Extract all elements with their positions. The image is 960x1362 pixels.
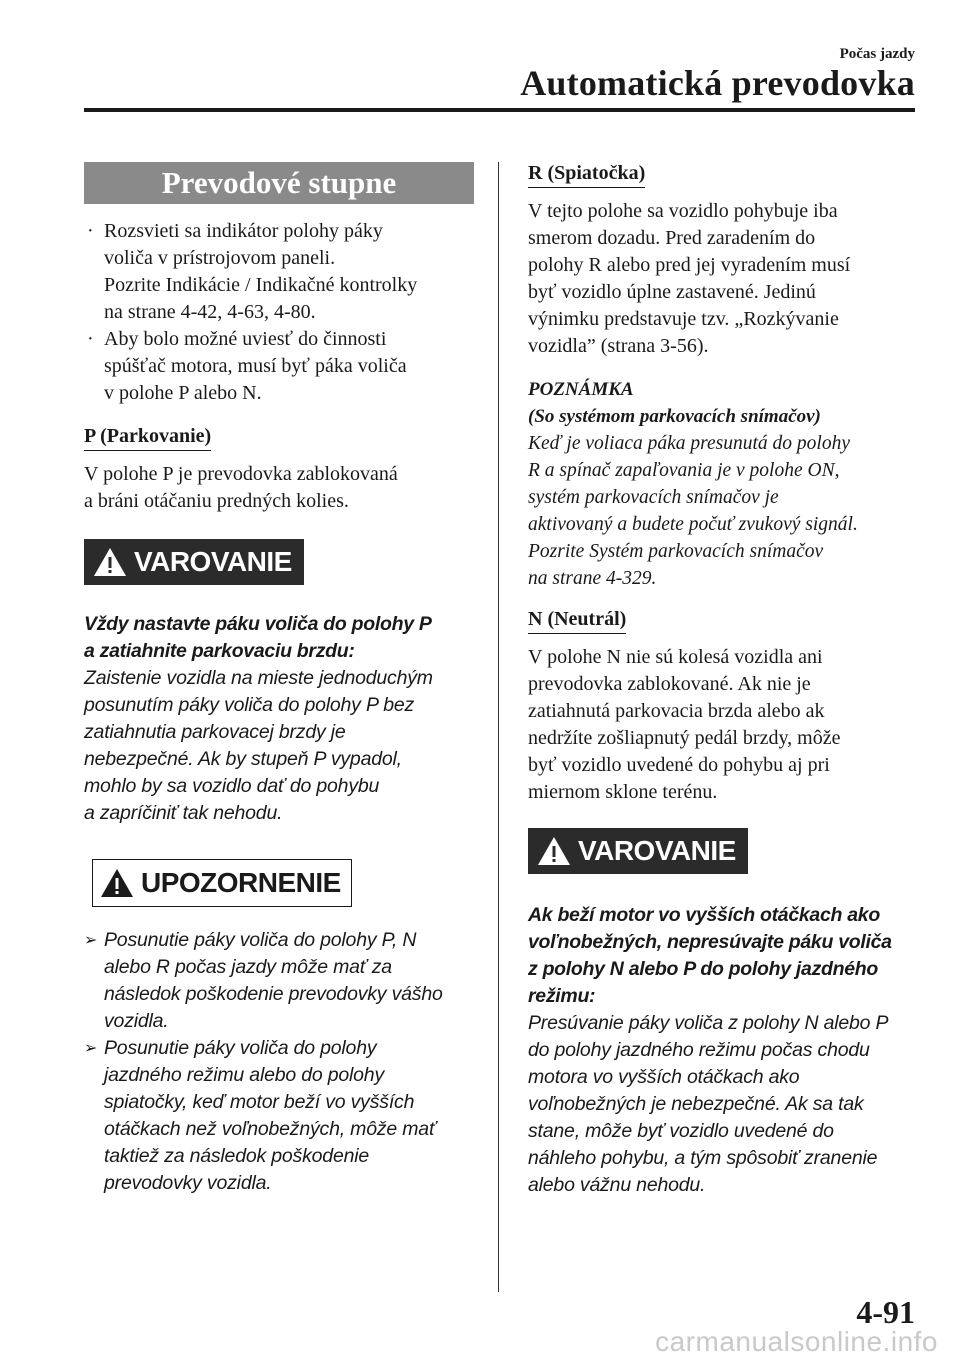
caution-line: spiatočky, keď motor beží vo vyšších xyxy=(104,1091,415,1113)
bullet-line: Aby bolo možné uviesť do činnosti xyxy=(104,328,387,350)
warning-line: voľnobežných je nebezpečné. Ak sa tak xyxy=(528,1093,864,1115)
p-paragraph xyxy=(84,461,474,515)
bullet-dot: · xyxy=(87,328,94,350)
note-line: R a spínač zapaľovania je v polohe ON, xyxy=(528,460,840,481)
warning-line: alebo vážnu nehodu. xyxy=(528,1174,706,1196)
caution-line: alebo R počas jazdy môže mať za xyxy=(104,956,392,978)
paragraph-line: prevodovka zablokované. Ak nie je xyxy=(528,673,811,695)
warning-badge xyxy=(528,828,748,874)
warning-text xyxy=(84,611,474,827)
warning-label: VAROVANIE xyxy=(578,835,736,866)
warning-bold-line: a zatiahnite parkovaciu brzdu: xyxy=(84,640,355,662)
bullet-item xyxy=(84,218,474,326)
paragraph-line: miernom sklone terénu. xyxy=(528,781,718,803)
caution-line: následok poškodenie prevodovky vášho xyxy=(104,983,443,1005)
bullet-dot: · xyxy=(87,220,94,242)
warning-bold-line: voľnobežných, nepresúvajte páku voliča xyxy=(528,931,892,953)
caution-badge xyxy=(92,859,352,907)
warning-line: mohlo by sa vozidlo dať do pohybu xyxy=(84,775,380,797)
warning-text xyxy=(528,902,918,1199)
section-banner: Prevodové stupne xyxy=(84,162,474,204)
right-column xyxy=(528,162,918,1199)
arrow-bullet-icon: ➢ xyxy=(84,1040,98,1057)
note-title: POZNÁMKA xyxy=(528,379,634,400)
paragraph-line: polohy R alebo pred jej vyradením musí xyxy=(528,254,851,276)
bullet-line: v polohe P alebo N. xyxy=(104,382,262,404)
note-line: Pozrite Systém parkovacích snímačov xyxy=(528,541,824,562)
arrow-bullet-icon: ➢ xyxy=(84,932,98,949)
r-paragraph xyxy=(528,198,918,360)
caution-line: jazdného režimu alebo do polohy xyxy=(104,1064,384,1086)
bullet-line: spúšťač motora, musí byť páka voliča xyxy=(104,355,407,377)
page-number: 4-91 xyxy=(856,1294,915,1330)
caution-line: Posunutie páky voliča do polohy P, N xyxy=(104,929,417,951)
caution-label: UPOZORNENIE xyxy=(141,867,341,898)
caution-line: Posunutie páky voliča do polohy xyxy=(104,1037,377,1059)
paragraph-line: zatiahnutá parkovacia brzda alebo ak xyxy=(528,700,825,722)
p-heading: P (Parkovanie) xyxy=(84,425,211,451)
note-line: systém parkovacích snímačov je xyxy=(528,487,779,508)
warning-line: motora vo vyšších otáčkach ako xyxy=(528,1066,800,1088)
caution-line: taktiež za následok poškodenie xyxy=(104,1145,370,1167)
warning-line: posunutím páky voliča do polohy P bez xyxy=(84,694,415,716)
paragraph-line: byť vozidlo uvedené do pohybu aj pri xyxy=(528,754,830,776)
note-subtitle: (So systémom parkovacích snímačov) xyxy=(528,406,821,427)
paragraph-line: vozidla” (strana 3-56). xyxy=(528,335,709,357)
warning-bold-line: z polohy N alebo P do polohy jazdného xyxy=(528,958,879,980)
warning-line: náhleho pohybu, a tým spôsobiť zranenie xyxy=(528,1147,878,1169)
warning-line: Zaistenie vozidla na mieste jednoduchým xyxy=(84,667,433,689)
warning-line: zatiahnutia parkovacej brzdy je xyxy=(84,721,346,743)
paragraph-line: a bráni otáčaniu predných kolies. xyxy=(84,490,349,512)
paragraph-line: V polohe N nie sú kolesá vozidla ani xyxy=(528,646,823,668)
warning-triangle-icon xyxy=(536,835,572,867)
note-line: na strane 4-329. xyxy=(528,568,657,589)
note-line: Keď je voliaca páka presunutá do polohy xyxy=(528,433,850,454)
warning-triangle-icon xyxy=(92,546,128,578)
caution-item xyxy=(84,927,474,1035)
n-paragraph xyxy=(528,644,918,806)
note-line: aktivovaný a budete počuť zvukový signál. xyxy=(528,514,858,535)
column-divider xyxy=(498,162,499,1292)
bullet-line: Rozsvieti sa indikátor polohy páky xyxy=(104,220,383,242)
bullet-line: voliča v prístrojovom paneli. xyxy=(104,247,336,269)
caution-triangle-icon xyxy=(99,867,135,899)
warning-line: a zapríčiniť tak nehodu. xyxy=(84,802,283,824)
n-heading: N (Neutrál) xyxy=(528,608,626,634)
warning-line: stane, môže byť vozidlo uvedené do xyxy=(528,1120,834,1142)
warning-line: nebezpečné. Ak by stupeň P vypadol, xyxy=(84,748,402,770)
paragraph-line: nedržíte zošliapnutý pedál brzdy, môže xyxy=(528,727,841,749)
left-column xyxy=(84,162,474,1197)
running-header-title: Automatická prevodovka xyxy=(520,63,915,103)
intro-bullets xyxy=(84,218,474,407)
paragraph-line: V tejto polohe sa vozidlo pohybuje iba xyxy=(528,200,838,222)
caution-line: vozidla. xyxy=(104,1010,169,1032)
paragraph-line: V polohe P je prevodovka zablokovaná xyxy=(84,463,398,485)
paragraph-line: smerom dozadu. Pred zaradením do xyxy=(528,227,816,249)
caution-line: otáčkach než voľnobežných, môže mať xyxy=(104,1118,436,1140)
paragraph-line: byť vozidlo úplne zastavené. Jedinú xyxy=(528,281,816,303)
paragraph-line: výnimku predstavuje tzv. „Rozkývanie xyxy=(528,308,839,330)
warning-bold-line: režimu: xyxy=(528,985,596,1007)
bullet-line: na strane 4-42, 4-63, 4-80. xyxy=(104,301,316,323)
warning-label: VAROVANIE xyxy=(134,546,292,577)
note-block xyxy=(528,376,918,592)
caution-item xyxy=(84,1035,474,1197)
warning-badge xyxy=(84,539,304,585)
running-header-section: Počas jazdy xyxy=(839,46,915,62)
watermark: carmanualsonline.info xyxy=(655,1326,938,1357)
warning-line: Presúvanie páky voliča z polohy N alebo P xyxy=(528,1012,889,1034)
caution-list xyxy=(84,927,474,1197)
warning-line: do polohy jazdného režimu počas chodu xyxy=(528,1039,870,1061)
warning-bold-line: Ak beží motor vo vyšších otáčkach ako xyxy=(528,904,880,926)
warning-bold-line: Vždy nastavte páku voliča do polohy P xyxy=(84,613,432,635)
bullet-item xyxy=(84,326,474,407)
header-rule xyxy=(84,108,915,112)
bullet-line: Pozrite Indikácie / Indikačné kontrolky xyxy=(104,274,418,296)
r-heading: R (Spiatočka) xyxy=(528,162,645,188)
caution-line: prevodovky vozidla. xyxy=(104,1172,272,1194)
